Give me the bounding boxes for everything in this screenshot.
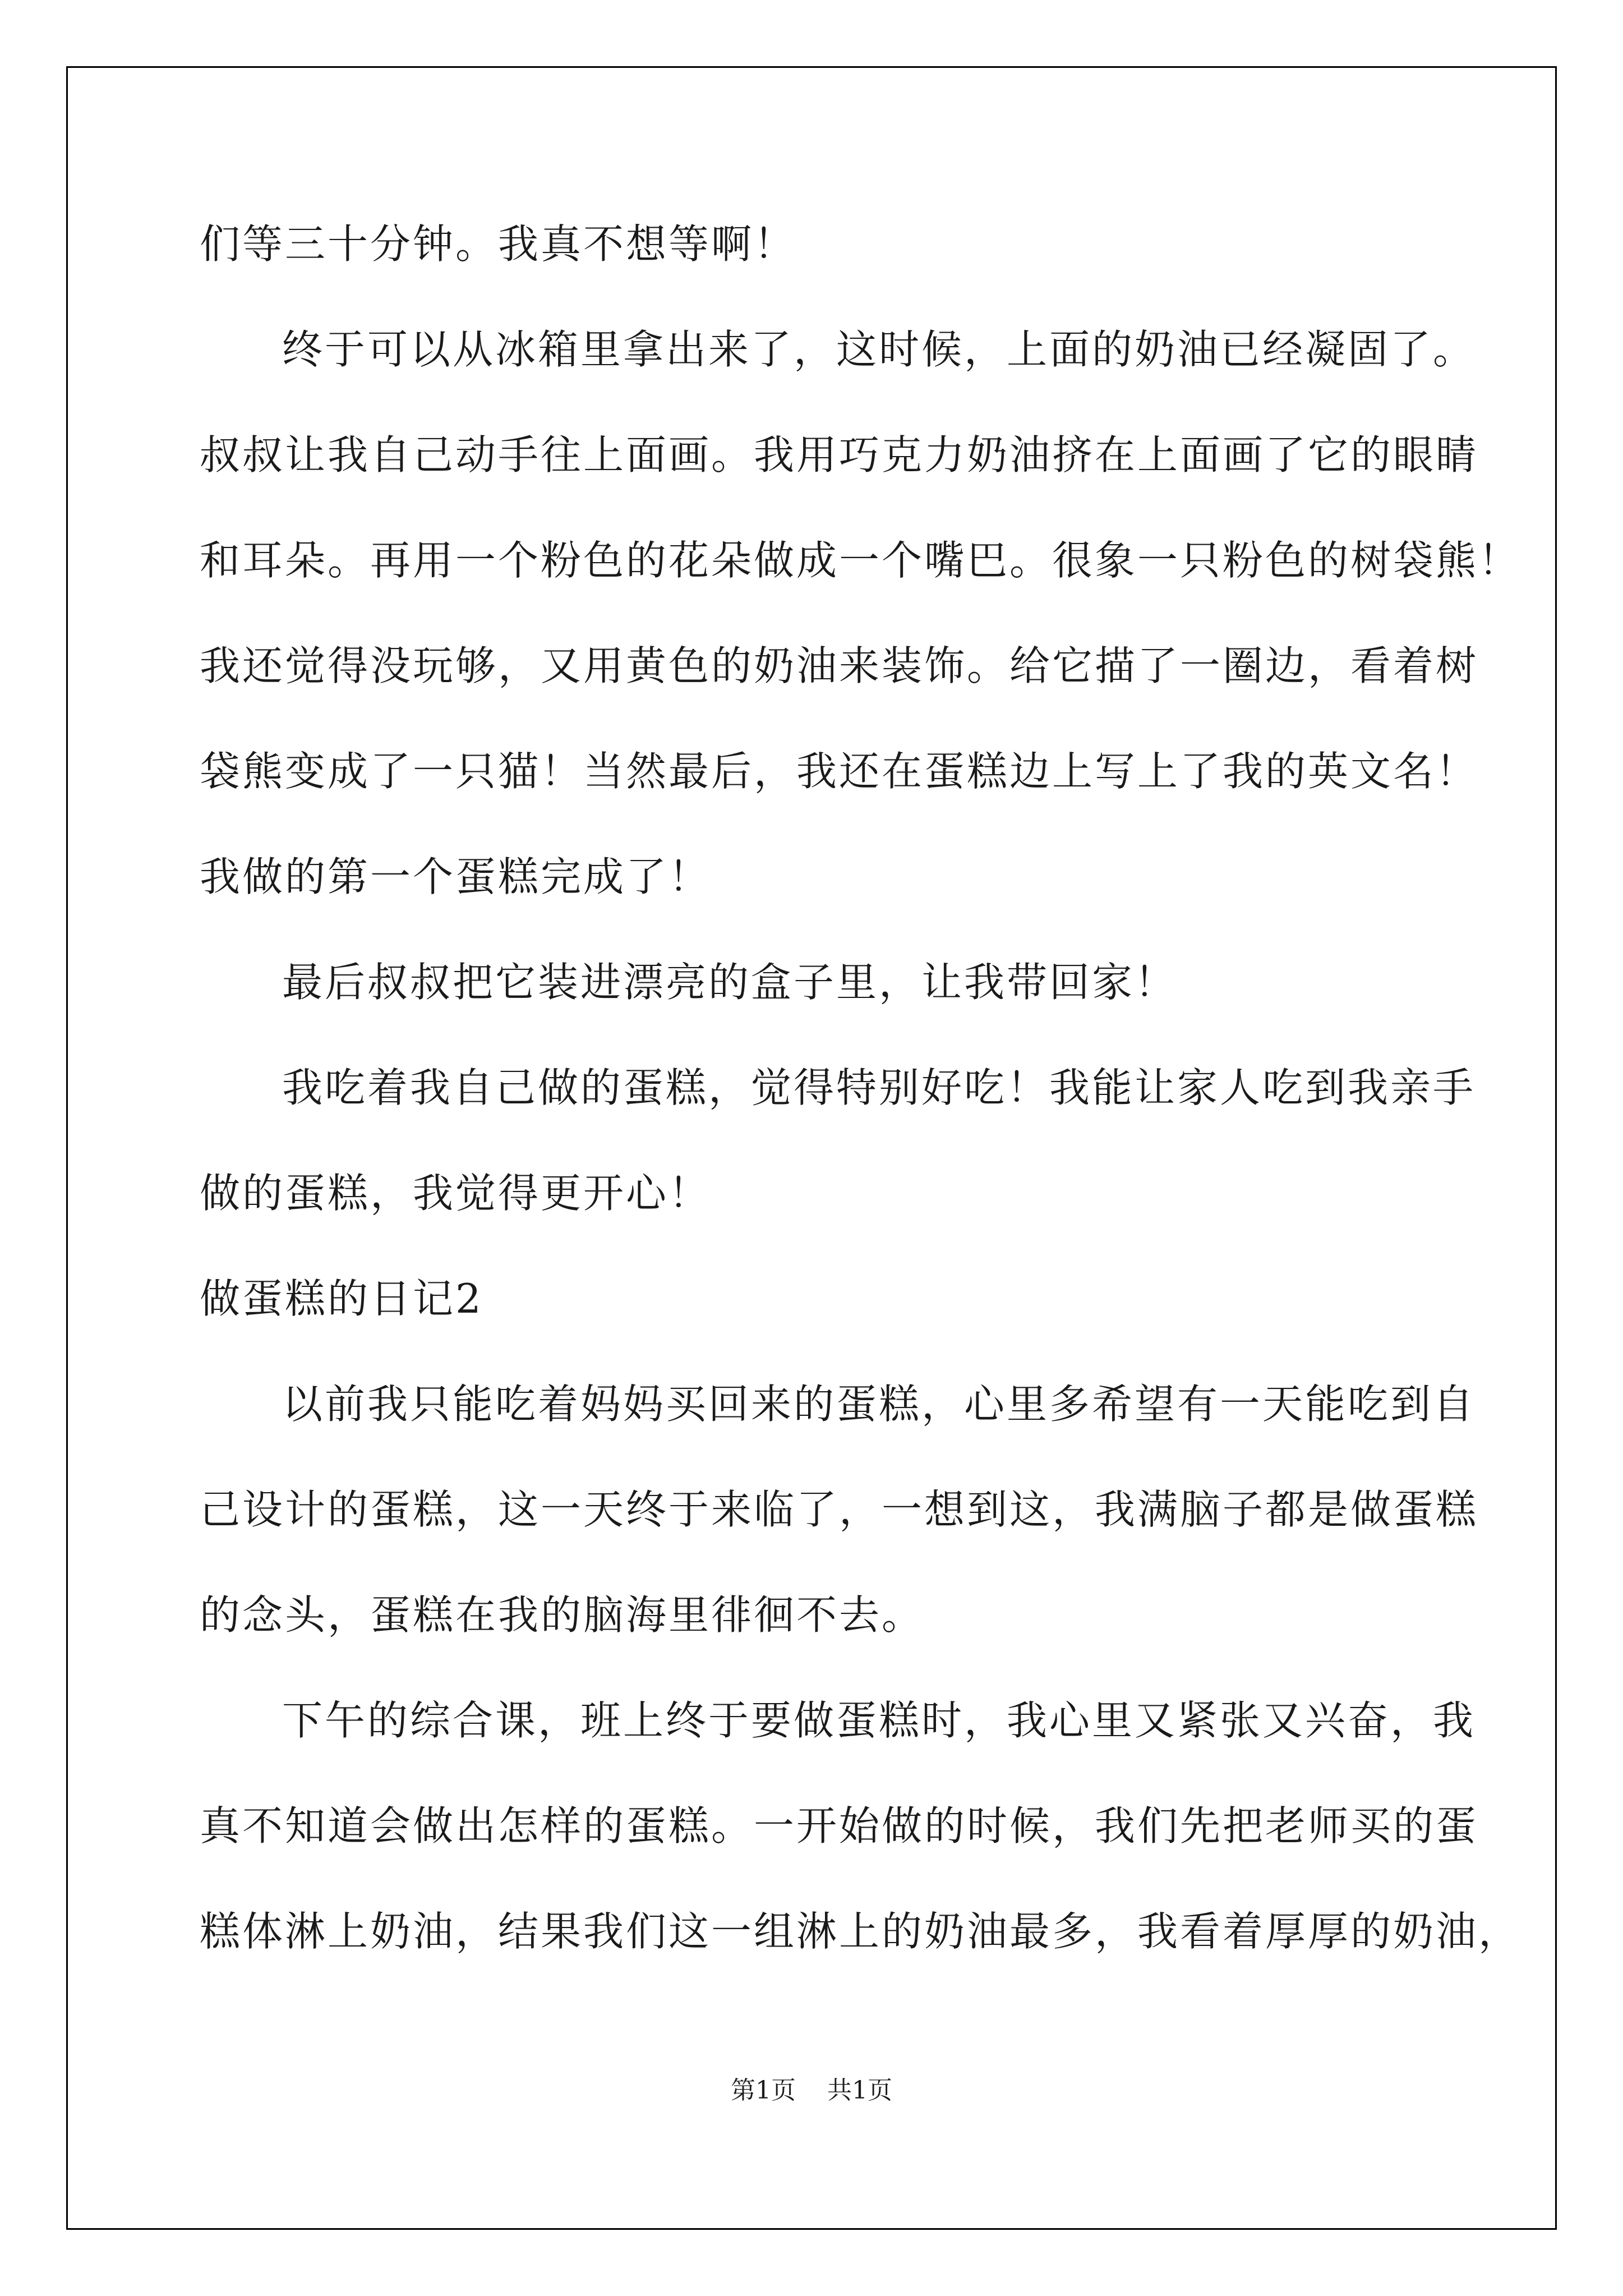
document-body [200, 216, 1521, 2009]
section-heading: 做蛋糕的日记2 [200, 1275, 483, 1322]
text-line: 我做的第一个蛋糕完成了！ [200, 853, 712, 900]
text-line: 终于可以从冰箱里拿出来了，这时候，上面的奶油已经凝固了。 [282, 326, 1476, 373]
text-line: 最后叔叔把它装进漂亮的盒子里，让我带回家！ [282, 959, 1178, 1006]
text-line: 叔叔让我自己动手往上面画。我用巧克力奶油挤在上面画了它的眼睛 [200, 431, 1479, 478]
text-line: 己设计的蛋糕，这一天终于来临了，一想到这，我满脑子都是做蛋糕 [200, 1486, 1479, 1533]
page-footer: 第1页 共1页 [731, 2076, 892, 2105]
text-line: 们等三十分钟。我真不想等啊！ [200, 220, 797, 268]
text-line: 我吃着我自己做的蛋糕，觉得特别好吃！我能让家人吃到我亲手 [282, 1064, 1476, 1111]
text-line: 真不知道会做出怎样的蛋糕。一开始做的时候，我们先把老师买的蛋 [200, 1802, 1479, 1849]
text-line: 做的蛋糕，我觉得更开心！ [200, 1170, 712, 1217]
text-line: 和耳朵。再用一个粉色的花朵做成一个嘴巴。很象一只粉色的树袋熊！ [200, 537, 1521, 584]
text-line: 以前我只能吃着妈妈买回来的蛋糕，心里多希望有一天能吃到自 [282, 1381, 1476, 1428]
text-line: 的念头，蛋糕在我的脑海里徘徊不去。 [200, 1591, 925, 1639]
text-line: 袋熊变成了一只猫！当然最后，我还在蛋糕边上写上了我的英文名！ [200, 748, 1479, 795]
text-line: 我还觉得没玩够，又用黄色的奶油来装饰。给它描了一圈边，看着树 [200, 642, 1479, 689]
text-line: 下午的综合课，班上终于要做蛋糕时，我心里又紧张又兴奋，我 [282, 1697, 1476, 1744]
text-line: 糕体淋上奶油，结果我们这一组淋上的奶油最多，我看着厚厚的奶油， [200, 1908, 1521, 1955]
